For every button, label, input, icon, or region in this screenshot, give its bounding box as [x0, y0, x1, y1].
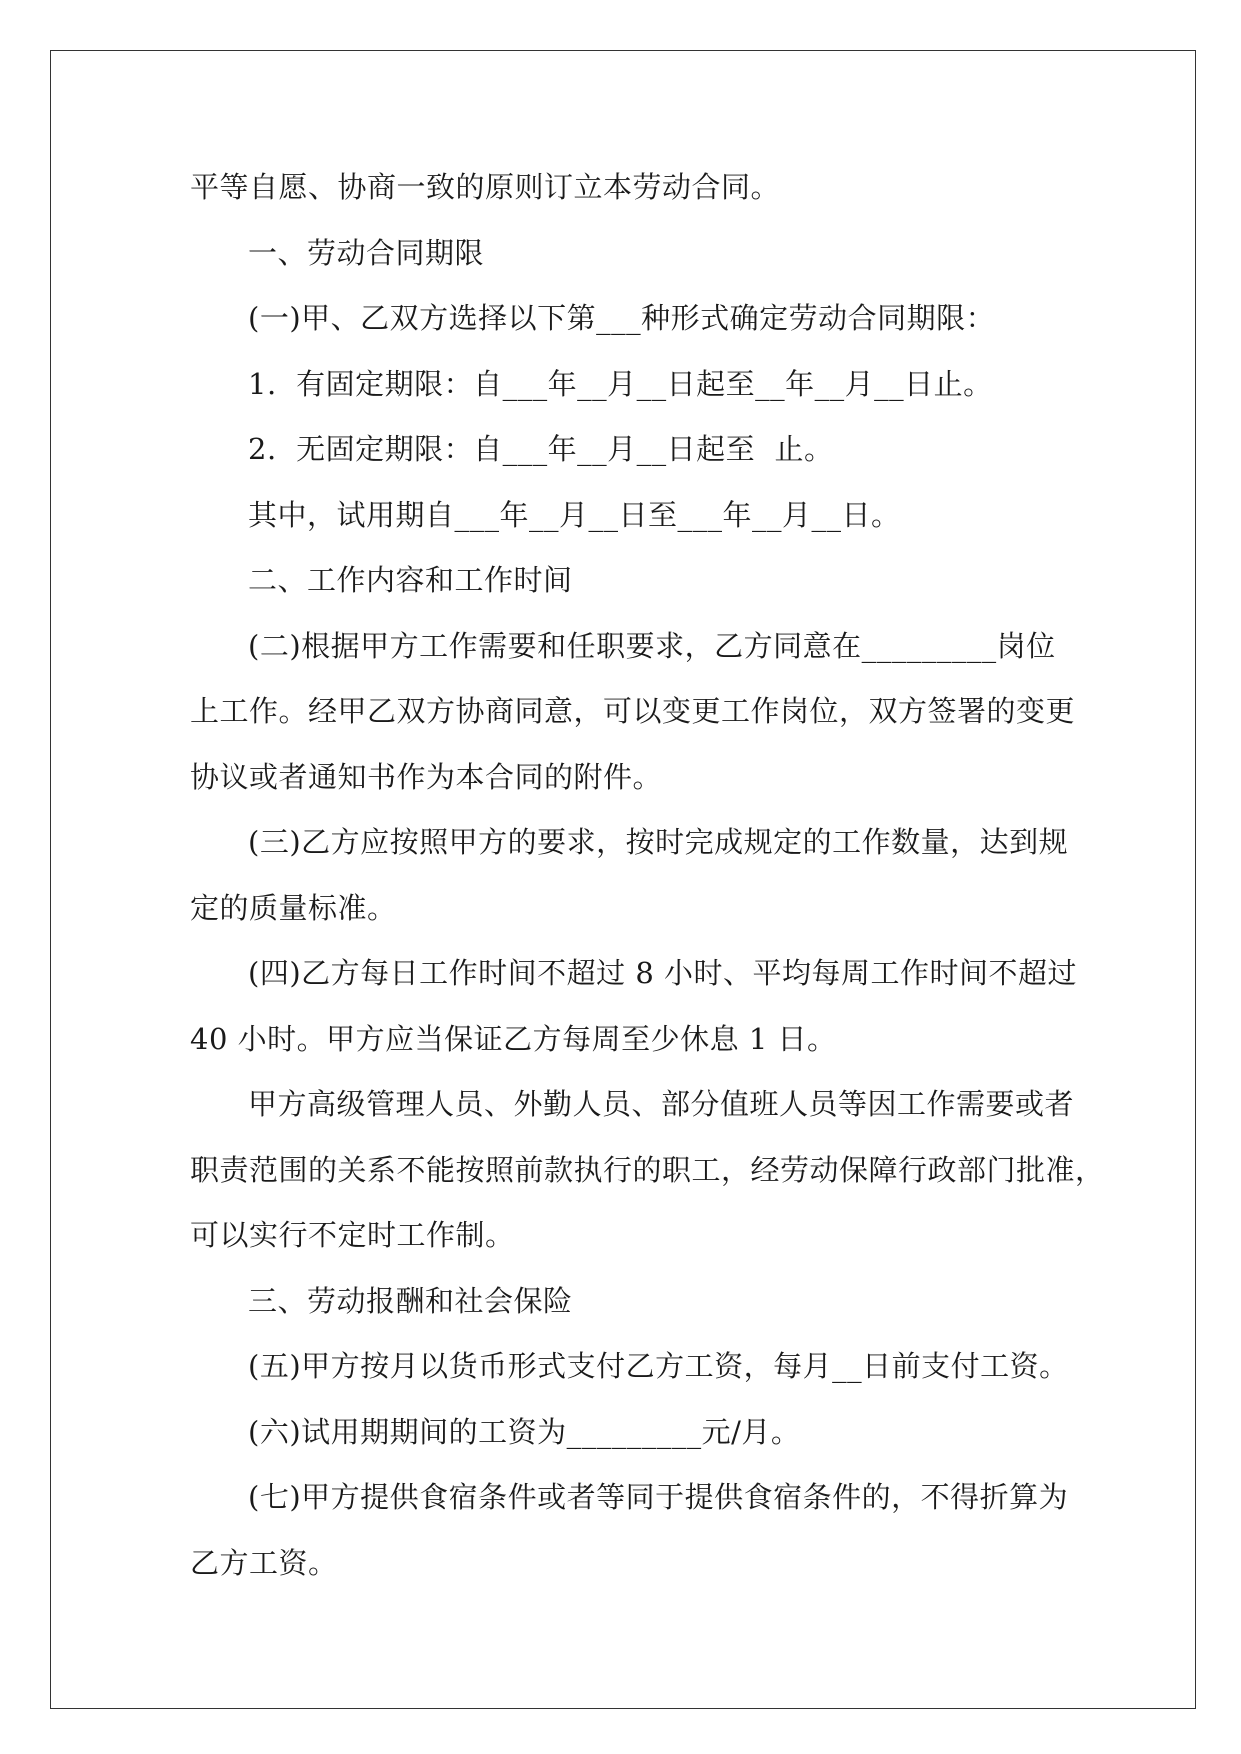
text-line: (四)乙方每日工作时间不超过 8 小时、平均每周工作时间不超过 — [248, 956, 1078, 990]
text-line: 可以实行不定时工作制。 — [190, 1218, 515, 1252]
text-line: 乙方工资。 — [190, 1545, 338, 1580]
text-line: 职责范围的关系不能按照前款执行的职工，经劳动保障行政部门批准， — [190, 1152, 1105, 1187]
text-line: 其中，试用期自___年__月__日至___年__月__日。 — [248, 497, 901, 532]
text-line: (一)甲、乙双方选择以下第___种形式确定劳动合同期限： — [248, 301, 996, 335]
section-heading: 二、工作内容和工作时间 — [248, 563, 573, 597]
text-line: (七)甲方提供食宿条件或者等同于提供食宿条件的，不得折算为 — [248, 1480, 1069, 1514]
document-body — [190, 155, 1105, 1596]
text-line: 2. 无固定期限：自___年__月__日起至 止。 — [248, 432, 834, 466]
text-line: (三)乙方应按照甲方的要求，按时完成规定的工作数量，达到规 — [248, 825, 1069, 859]
text-line: (六)试用期期间的工资为_________元/月。 — [248, 1414, 801, 1449]
text-line: (二)根据甲方工作需要和任职要求，乙方同意在_________岗位 — [248, 628, 1056, 663]
text-line: 定的质量标准。 — [190, 890, 397, 925]
section-heading: 一、劳动合同期限 — [248, 235, 485, 270]
text-line: 40 小时。甲方应当保证乙方每周至少休息 1 日。 — [190, 1021, 837, 1056]
text-line: 1. 有固定期限：自___年__月__日起至__年__月__日止。 — [248, 366, 993, 401]
section-heading: 三、劳动报酬和社会保险 — [248, 1283, 573, 1318]
text-line: 协议或者通知书作为本合同的附件。 — [190, 759, 663, 794]
text-line: 平等自愿、协商一致的原则订立本劳动合同。 — [190, 170, 781, 204]
text-line: (五)甲方按月以货币形式支付乙方工资，每月__日前支付工资。 — [248, 1349, 1069, 1383]
text-line: 上工作。经甲乙双方协商同意，可以变更工作岗位，双方签署的变更 — [190, 694, 1076, 728]
text-line: 甲方高级管理人员、外勤人员、部分值班人员等因工作需要或者 — [248, 1087, 1075, 1121]
